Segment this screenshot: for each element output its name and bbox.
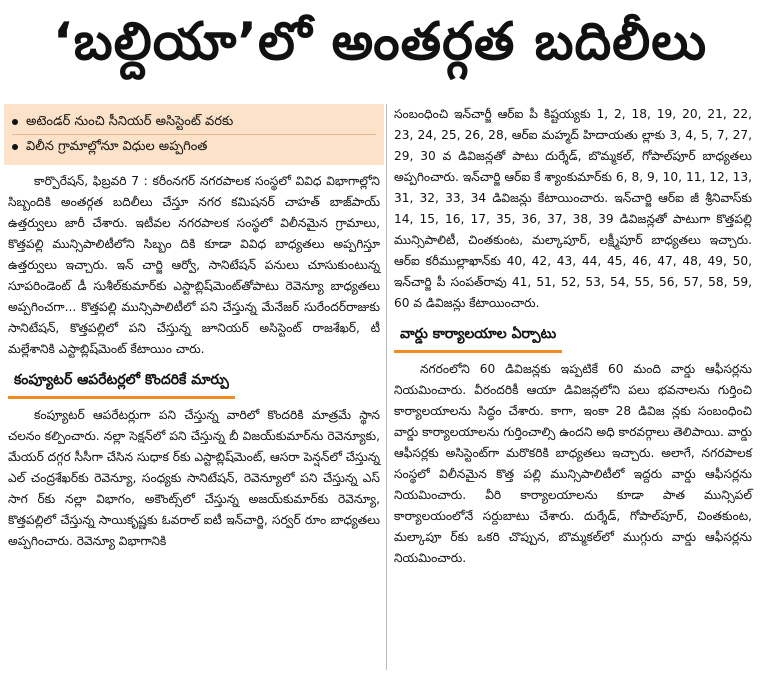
- highlight-item: [12, 134, 376, 159]
- body-paragraph: సంబంధించి ఇన్‌చార్జీ ఆర్ఐ పీ కిష్టయ్యకు 1, 2, 18, 19, 20, 21, 22, 23, 24, 25, 26, 28, ఆర్ఐ మహ్మద్ హిదాయతు ల్లాకు 3, 4, 5, 7, 27, 29, 30 వ డివిజన్లతో పాటు దుర్శేడ్, బొమ్మకల్, గోపాల్‌పూర్ బాధ్యతలు అప్పగించారు. ఇన్‌చార్జి ఆర్ఐ కే శ్యాంకుమార్‌కు 6, 8, 9, 10, 11, 12, 13, 31, 32, 33, 34 డివిజన్లు కేటాయించారు. ఇన్‌చార్జి ఆర్ఐ జీ శ్రీనివాస్‌కు 14, 15, 16, 17, 35, 36, 37, 38, 39 డివిజన్లతో పాటుగా కొత్తపల్లి మున్సిపాలిటీ, చింతకుంట, మల్కాపూర్, లక్ష్మీపూర్ బాధ్యతలు ఇచ్చారు. ఆర్ఐ కరీముల్లాఖాన్‌కు 40, 42, 43, 44, 45, 46, 47, 48, 49, 50, ఇన్‌చార్జి పీ సంపత్‌రావు 41, 51, 52, 53, 54, 55, 56, 57, 58, 59, 60 వ డివిజన్లు కేటాయించారు.: [394, 107, 752, 310]
- intro-paragraph: కార్పొరేషన్, ఫిబ్రవరి 7 : కరీంనగర్ నగరపాలక సంస్థలో వివిధ విభాగాల్లోని సిబ్బందికి అంతర్గత బదిలీలు చేస్తూ నగర కమిషనర్ చాహత్ బాజ్‌పాయ్ ఉత్తర్వులు జారీ చేశారు. ఇటీవల నగరపాలక సంస్థలో విలీనమైన గ్రామాలు, కొత్తపల్లి మున్సిపాలిటీలోని సిబ్బం దికి కూడా వివిధ బాధ్యతలు అప్పగిస్తూ ఉత్తర్వులు ఇచ్చారు. ఇన్ చార్జి ఆర్వో, సానిటేషన్ పనులు చూసుకుంటున్న సూపరిండెంట్ డీ సుశీల్‌కుమార్‌కు ఎస్టాబ్లిష్‌మెంట్‌తోపాటు రెవెన్యూ బాధ్యతలు అప్పగించగా... కొత్తపల్లి మున్సిపాలిటీలో పని చేస్తున్న మేనేజర్ సురేందర్‌రాజుకు సానిటేషన్, కొత్తపల్లిలో పని చేస్తున్న జూనియర్ అసిస్టెంట్ రాజశేఖర్, టీ మల్లేశానికి ఎస్టాబ్లిష్‌మెంట్ కేటాయిం చారు.: [8, 174, 380, 356]
- left-column: [4, 104, 384, 552]
- right-column: [390, 104, 756, 569]
- highlight-text: అటెండర్ నుంచి సీనియర్ అసిస్టెంట్ వరకు: [26, 114, 234, 129]
- bullet-icon: [12, 119, 18, 125]
- bullet-icon: [12, 144, 18, 150]
- highlights-box: [4, 104, 384, 165]
- subheading: కంప్యూటర్ ఆపరేటర్లలో కొందరికే మార్పు: [8, 366, 235, 399]
- subheading: వార్డు కార్యాలయాల ఏర్పాటు: [394, 320, 562, 353]
- highlight-text: విలీన గ్రామాల్లోనూ విధుల అప్పగింత: [26, 139, 208, 154]
- column-divider: [386, 104, 387, 670]
- highlight-item: [12, 110, 376, 134]
- body-paragraph: కంప్యూటర్ ఆపరేటర్లుగా పని చేస్తున్న వారిలో కొందరికి మాత్రమే స్థాన చలనం కల్పించారు. నల్లా సెక్షన్‌లో పని చేస్తున్న బీ విజయ్‌కుమార్‌ను రెవెన్యూకు, మేయర్ దగ్గర సీసీగా చేసిన సుధాక ర్‌కు ఎస్టాబ్లిష్‌మెంట్, ఆసరా పెన్షన్‌లో చేస్తున్న ఎల్ చంద్రశేఖర్‌కు రెవెన్యూ, సంధ్యకు సానిటేషన్, రెవెన్యూలో పని చేస్తున్న ఎస్ సాగ ర్‌కు నల్లా విభాగం, అకౌంట్స్‌లో చేస్తున్న అజయ్‌కుమార్‌కు రెవెన్యూ, కొత్తపల్లిలో చేస్తున్న సాయికృష్ణకు ఓవరాల్ ఐటీ ఇన్‌చార్జి, సర్వర్ రూం బాధ్యతలు అప్పగించారు. రెవెన్యూ విభాగానికి: [8, 408, 380, 548]
- body-paragraph: నగరంలోని 60 డివిజన్లకు ఇప్పటికే 60 మంది వార్డు ఆఫీసర్లను నియమించారు. వీరందరికీ ఆయా డివిజన్లలోని పలు భవనాలను గుర్తించి కార్యాలయాలను సిద్ధం చేశారు. కాగా, ఇంకా 28 డివిజ న్లకు సంబంధించి వార్డు కార్యాలయాలను గుర్తించాల్సి ఉందని అధి కారవర్గాలు తెలిపాయి. వార్డు ఆఫీసర్లకు అసిస్టెంట్‌గా మరొకరికి బాధ్యతలు ఇచ్చారు. అలాగే, నగరపాలక సంస్థలో విలీనమైన కొత్త పల్లి మున్సిపాలిటీలో ఇద్దరు వార్డు ఆఫీసర్లను నియమించారు. వీరి కార్యాలయాలను కూడా పాత మున్సిపల్ కార్యాలయంలోనే సర్దుబాటు చేశారు. దుర్శేడ్, గోపాల్‌పూర్, చింతకుంట, మల్కాపూ ర్‌కు ఒకరి చొప్పున, బొమ్మకల్‌లో ముగ్గురు వార్డు ఆఫీసర్లను నియమించారు.: [394, 362, 752, 565]
- headline: ‘బల్దియా’లో అంతర్గత బదిలీలు: [52, 11, 708, 72]
